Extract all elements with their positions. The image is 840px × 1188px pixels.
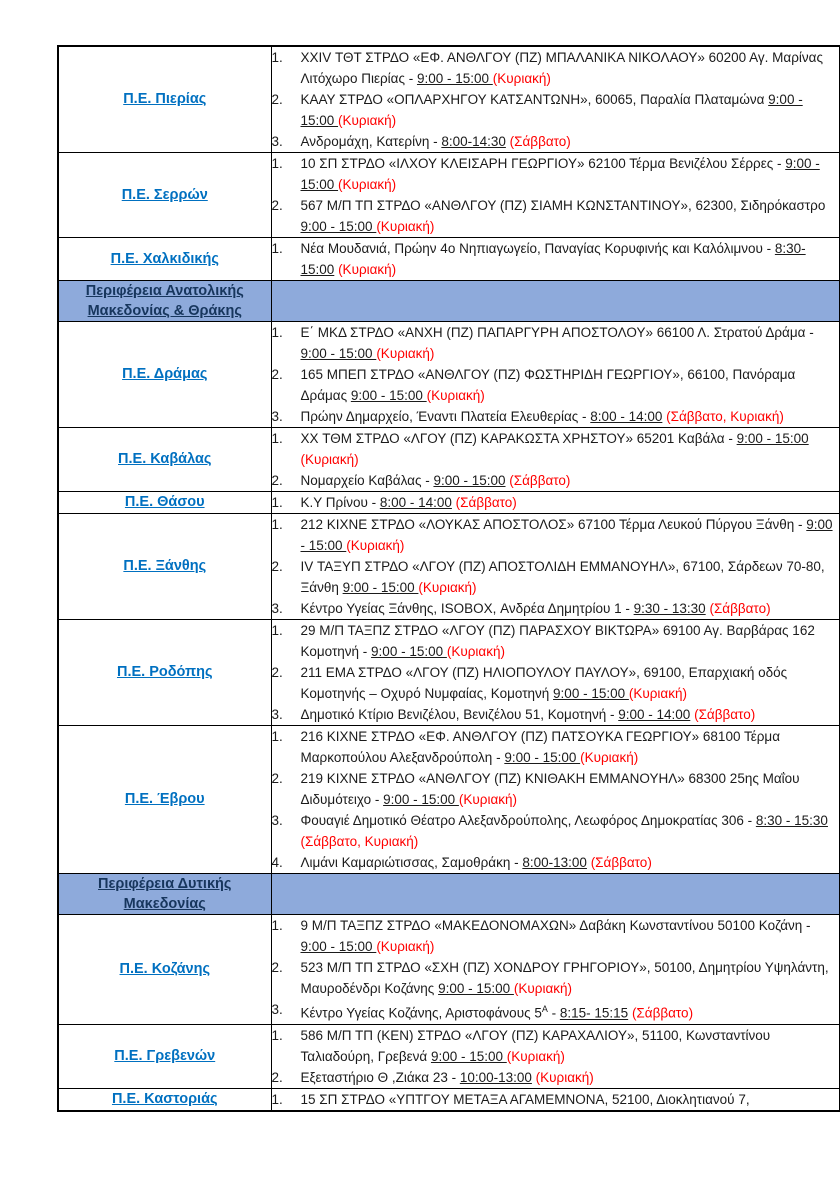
- location-text: 212 ΚΙΧΝΕ ΣΤΡΔΟ «ΛΟΥΚΑΣ ΑΠΟΣΤΟΛΟΣ» 67100 Τέρμα Λευκού Πύργου Ξάνθη -: [300, 517, 807, 532]
- table-row: [58, 514, 840, 620]
- location-item: [272, 1067, 840, 1088]
- item-text: [301, 957, 840, 999]
- locations-cell: [271, 492, 840, 514]
- table-row: [58, 428, 840, 492]
- item-text: [301, 47, 840, 89]
- time-range: 9:00 - 15:00: [300, 92, 803, 128]
- day-label: (Σάββατο, Κυριακή): [300, 834, 419, 849]
- location-text: 219 ΚΙΧΝΕ ΣΤΡΔΟ «ΑΝΘΛΓΟΥ (ΠΖ) ΚΝΙΘΑΚΗ ΕΜΜΑΝΟΥΗΛ» 68300 25ης Μαΐου Διδυμότειχο -: [300, 771, 800, 807]
- time-range: 8:00 - 14:00: [590, 409, 663, 424]
- day-label: (Κυριακή): [376, 939, 435, 954]
- time-range: 9:00 - 15:00: [416, 71, 493, 86]
- day-label: (Κυριακή): [338, 262, 397, 277]
- section-header-empty-cell: [271, 281, 840, 322]
- location-item: [272, 1025, 840, 1067]
- location-item: [272, 852, 840, 873]
- item-number: 2.: [271, 198, 283, 213]
- location-item: [272, 957, 840, 999]
- location-item: [272, 768, 840, 810]
- location-item: [272, 195, 840, 237]
- section-header-row: [58, 281, 840, 322]
- locations-cell: [271, 1088, 840, 1111]
- location-text: 523 Μ/Π ΤΠ ΣΤΡΔΟ «ΣΧΗ (ΠΖ) ΧΟΝΔΡΟΥ ΓΡΗΓΟΡΙΟΥ», 50100, Δημητρίου Υψηλάντη, Μαυροδένδρι Κοζάνης: [300, 960, 829, 996]
- table-row: [58, 46, 840, 153]
- location-item: [272, 598, 840, 619]
- location-item: [272, 556, 840, 598]
- region-link[interactable]: Π.Ε. Ροδόπης: [116, 664, 213, 680]
- location-item: [272, 406, 840, 427]
- time-range: 8:00 - 14:00: [379, 495, 452, 510]
- day-label: (Κυριακή): [418, 580, 477, 595]
- section-header-cell: [58, 281, 271, 322]
- day-label: (Σάββατο): [455, 495, 517, 510]
- day-label: (Κυριακή): [300, 452, 359, 467]
- location-item: [272, 364, 840, 406]
- locations-cell: [271, 238, 840, 281]
- item-text: [301, 1067, 840, 1088]
- item-text: [301, 852, 840, 873]
- locations-cell: [271, 620, 840, 726]
- item-text: [301, 514, 840, 556]
- location-item: [272, 1089, 840, 1110]
- item-number: 2.: [271, 960, 283, 975]
- location-text: Κ.Υ Πρίνου -: [300, 495, 380, 510]
- item-text: [301, 238, 840, 280]
- locations-cell: [271, 153, 840, 238]
- item-text: [301, 492, 840, 513]
- region-cell: [58, 492, 271, 514]
- day-label: (Κυριακή): [506, 1048, 565, 1064]
- location-text: Κέντρο Υγείας Ξάνθης, ISOBOX, Ανδρέα Δημητρίου 1 -: [300, 601, 634, 616]
- item-number: 3.: [271, 813, 283, 828]
- day-label: (Κυριακή): [338, 113, 397, 128]
- time-range: 8:30-15:00: [300, 241, 806, 277]
- time-range: 9:00 - 15:00: [504, 750, 581, 765]
- item-number: 3.: [271, 707, 283, 722]
- item-number: 3.: [271, 409, 283, 424]
- region-cell: [58, 46, 271, 153]
- day-label: (Κυριακή): [376, 346, 435, 361]
- location-item: [272, 915, 840, 957]
- item-text: [301, 999, 840, 1024]
- time-range: 10:00-13:00: [459, 1069, 532, 1085]
- item-text: [301, 153, 840, 195]
- time-range: 9:00 - 15:00: [350, 388, 427, 403]
- location-text: Νομαρχείο Καβάλας -: [300, 473, 434, 488]
- day-label: (Κυριακή): [446, 644, 505, 659]
- time-range: 9:00 - 15:00: [383, 792, 459, 807]
- item-number: 2.: [271, 473, 283, 488]
- location-text: 165 ΜΠΕΠ ΣΤΡΔΟ «ΑΝΘΛΓΟΥ (ΠΖ) ΦΩΣΤΗΡΙΔΗ ΓΕΩΡΓΙΟΥ», 66100, Πανόραμα Δράμας: [300, 367, 796, 403]
- item-text: [301, 364, 840, 406]
- time-range: 9:00 - 15:00: [300, 517, 833, 553]
- location-item: [272, 470, 840, 491]
- location-item: [272, 726, 840, 768]
- time-range: 9:00 - 15:00: [300, 219, 377, 234]
- table-row: [58, 915, 840, 1025]
- item-number: 1.: [271, 325, 283, 340]
- region-link[interactable]: Π.Ε. Έβρου: [124, 791, 205, 807]
- item-text: [301, 322, 840, 364]
- location-text: Πρώην Δημαρχείο, Έναντι Πλατεία Ελευθερίας -: [300, 409, 591, 424]
- time-range: 9:00 - 15:00: [430, 1048, 507, 1064]
- locations-cell: [271, 322, 840, 428]
- region-cell: [58, 915, 271, 1025]
- location-text: Εξεταστήριο Θ ,Ζιάκα 23 -: [300, 1069, 460, 1085]
- location-item: [272, 153, 840, 195]
- location-text: 216 ΚΙΧΝΕ ΣΤΡΔΟ «ΕΦ. ΑΝΘΛΓΟΥ (ΠΖ) ΠΑΤΣΟΥΚΑ ΓΕΩΡΓΙΟΥ» 68100 Τέρμα Μαρκοπούλου Αλεξανδρούπολη -: [300, 729, 781, 765]
- item-text: [301, 915, 840, 957]
- day-label: (Κυριακή): [346, 538, 405, 553]
- item-number: 1.: [271, 1091, 283, 1107]
- time-range: 9:00 - 15:00: [300, 939, 377, 954]
- day-label: (Κυριακή): [338, 177, 397, 192]
- item-number: 1.: [271, 729, 283, 744]
- section-header-label: Περιφέρεια Ανατολικής Μακεδονίας & Θράκης: [85, 283, 244, 319]
- item-number: 2.: [271, 771, 283, 786]
- time-range: 9:00 - 15:00: [342, 580, 419, 595]
- region-cell: [58, 1088, 271, 1111]
- table-row: [58, 492, 840, 514]
- location-text: Φουαγιέ Δημοτικό Θέατρο Αλεξανδρούπολης, Λεωφόρος Δημοκρατίας 306 -: [300, 813, 756, 828]
- location-item: [272, 238, 840, 280]
- location-item: [272, 89, 840, 131]
- item-text: [301, 195, 840, 237]
- region-link[interactable]: Π.Ε. Καστοριάς: [111, 1090, 218, 1107]
- region-cell: [58, 322, 271, 428]
- item-text: [301, 704, 840, 725]
- location-text: 29 Μ/Π ΤΑΞΠΖ ΣΤΡΔΟ «ΛΓΟΥ (ΠΖ) ΠΑΡΑΣΧΟΥ ΒΙΚΤΩΡΑ» 69100 Αγ. Βαρβάρας 162 Κομοτηνή -: [300, 623, 815, 659]
- locations-cell: [271, 514, 840, 620]
- table-row: [58, 620, 840, 726]
- location-text: XX ΤΘΜ ΣΤΡΔΟ «ΛΓΟΥ (ΠΖ) ΚΑΡΑΚΩΣΤΑ ΧΡΗΣΤΟΥ» 65201 Καβάλα -: [300, 431, 737, 446]
- item-text: [301, 428, 840, 470]
- item-number: 1.: [271, 431, 283, 446]
- location-text: Ε΄ ΜΚΔ ΣΤΡΔΟ «ΑΝΧΗ (ΠΖ) ΠΑΠΑΡΓΥΡΗ ΑΠΟΣΤΟΛΟΥ» 66100 Λ. Στρατού Δράμα -: [300, 325, 814, 340]
- day-label: (Σάββατο): [509, 473, 571, 488]
- region-link[interactable]: Π.Ε. Κοζάνης: [119, 960, 210, 977]
- location-text: 9 Μ/Π ΤΑΞΠΖ ΣΤΡΔΟ «ΜΑΚΕΔΟΝΟΜΑΧΩΝ» Δαβάκη Κωνσταντίνου 50100 Κοζάνη -: [300, 918, 811, 933]
- time-range: 9:00 - 15:00: [553, 686, 629, 701]
- item-text: [301, 1089, 840, 1110]
- item-number: 1.: [271, 918, 283, 933]
- item-number: 4.: [271, 855, 283, 870]
- day-label: (Σάββατο, Κυριακή): [666, 409, 784, 424]
- item-number: 2.: [271, 665, 283, 680]
- table-row: [58, 322, 840, 428]
- day-label: (Σάββατο): [631, 1005, 694, 1021]
- day-label: (Κυριακή): [376, 219, 435, 234]
- item-number: 2.: [271, 367, 283, 382]
- region-cell: [58, 514, 271, 620]
- item-number: 1.: [271, 517, 283, 532]
- location-item: [272, 704, 840, 725]
- location-text: Νέα Μουδανιά, Πρώην 4ο Νηπιαγωγείο, Παναγίας Κορυφινής και Καλόλιμνου -: [300, 241, 775, 256]
- time-range: 9:00 - 15:00: [433, 473, 506, 488]
- location-text: Κέντρο Υγείας Κοζάνης, Αριστοφάνους 5: [300, 1005, 542, 1021]
- region-link[interactable]: Π.Ε. Ξάνθης: [123, 558, 207, 574]
- table-row: [58, 1088, 840, 1111]
- location-item: [272, 428, 840, 470]
- section-header-cell: [58, 874, 271, 915]
- table-row: [58, 153, 840, 238]
- item-text: [301, 810, 840, 852]
- region-cell: [58, 238, 271, 281]
- location-text: 586 Μ/Π ΤΠ (ΚΕΝ) ΣΤΡΔΟ «ΛΓΟΥ (ΠΖ) ΚΑΡΑΧΑΛΙΟΥ», 51100, Κωνσταντίνου Ταλιαδούρη, Γρεβενά: [300, 1027, 771, 1064]
- time-range: 9:00 - 14:00: [618, 707, 691, 722]
- item-text: [301, 662, 840, 704]
- time-range: 8:15- 15:15: [559, 1005, 629, 1021]
- time-range: 9:30 - 13:30: [633, 601, 706, 616]
- item-text: [301, 89, 840, 131]
- location-item: [272, 492, 840, 513]
- location-item: [272, 322, 840, 364]
- item-number: 2.: [271, 559, 283, 574]
- day-label: (Κυριακή): [513, 981, 573, 996]
- item-text: [301, 131, 840, 152]
- region-cell: [58, 1024, 271, 1088]
- item-number: 2.: [271, 92, 283, 107]
- item-text: [301, 406, 840, 427]
- day-label: (Σάββατο): [590, 855, 652, 870]
- day-label: (Κυριακή): [458, 792, 518, 807]
- location-text: Ανδρομάχη, Κατερίνη -: [300, 134, 442, 149]
- item-number: 1.: [271, 495, 283, 510]
- region-link[interactable]: Π.Ε. Δράμας: [122, 366, 208, 382]
- region-cell: [58, 726, 271, 874]
- time-range: 8:30 - 15:30: [755, 813, 828, 828]
- region-link[interactable]: Π.Ε. Σερρών: [121, 186, 208, 203]
- item-number: 3.: [271, 601, 283, 616]
- item-text: [301, 620, 840, 662]
- location-text: XXIV ΤΘΤ ΣΤΡΔΟ «ΕΦ. ΑΝΘΛΓΟΥ (ΠΖ) ΜΠΑΛΑΝΙΚΑ ΝΙΚΟΛΑΟΥ» 60200 Αγ. Μαρίνας Λιτόχωρο Πιερίας -: [300, 50, 823, 86]
- location-text: -: [547, 1005, 560, 1021]
- locations-cell: [271, 1024, 840, 1088]
- location-text: 10 ΣΠ ΣΤΡΔΟ «ΙΛΧΟΥ ΚΛΕΙΣΑΡΗ ΓΕΩΡΓΙΟΥ» 62100 Τέρμα Βενιζέλου Σέρρες -: [300, 156, 786, 171]
- location-text: Α: [541, 1004, 548, 1014]
- region-cell: [58, 620, 271, 726]
- locations-cell: [271, 726, 840, 874]
- region-link[interactable]: Π.Ε. Χαλκιδικής: [110, 250, 219, 267]
- region-link[interactable]: Π.Ε. Πιερίας: [123, 91, 207, 107]
- time-range: 9:00 - 15:00: [371, 644, 447, 659]
- item-number: 2.: [271, 1069, 283, 1085]
- item-text: [301, 768, 840, 810]
- day-label: (Σάββατο): [694, 707, 756, 722]
- table-body: [58, 46, 840, 1111]
- location-item: [272, 514, 840, 556]
- region-cell: [58, 428, 271, 492]
- time-range: 8:00-14:30: [441, 134, 506, 149]
- day-label: (Κυριακή): [580, 750, 639, 765]
- location-item: [272, 662, 840, 704]
- location-text: IV ΤΑΞΥΠ ΣΤΡΔΟ «ΛΓΟΥ (ΠΖ) ΑΠΟΣΤΟΛΙΔΗ ΕΜΜΑΝΟΥΗΛ», 67100, Σάρδεων 70-80, Ξάνθη: [300, 559, 825, 595]
- section-header-empty-cell: [271, 874, 840, 915]
- day-label: (Κυριακή): [535, 1069, 594, 1085]
- region-link[interactable]: Π.Ε. Γρεβενών: [114, 1047, 216, 1064]
- item-text: [301, 598, 840, 619]
- item-number: 3.: [271, 1002, 283, 1017]
- location-text: 15 ΣΠ ΣΤΡΔΟ «ΥΠΤΓΟΥ ΜΕΤΑΞΑ ΑΓΑΜΕΜΝΟΝΑ, 52100, Διοκλητιανού 7,: [300, 1091, 750, 1107]
- section-header-label: Περιφέρεια Δυτικής Μακεδονίας: [98, 876, 232, 912]
- table-row: [58, 238, 840, 281]
- time-range: 9:00 - 15:00: [736, 431, 809, 446]
- donation-locations-table: [57, 45, 840, 1112]
- location-text: Λιμάνι Καμαριώτισσας, Σαμοθράκη -: [300, 855, 523, 870]
- day-label: (Κυριακή): [492, 71, 551, 86]
- day-label: (Κυριακή): [628, 686, 687, 701]
- day-label: (Σάββατο): [709, 601, 771, 616]
- location-item: [272, 620, 840, 662]
- location-text: ΚΑΑΥ ΣΤΡΔΟ «ΟΠΛΑΡΧΗΓΟΥ ΚΑΤΣΑΝΤΩΝΗ», 60065, Παραλία Πλαταμώνα: [300, 92, 769, 107]
- item-number: 1.: [271, 156, 283, 171]
- item-number: 1.: [271, 50, 283, 65]
- day-label: (Κυριακή): [426, 388, 485, 403]
- item-text: [301, 726, 840, 768]
- region-cell: [58, 153, 271, 238]
- locations-cell: [271, 915, 840, 1025]
- location-item: [272, 131, 840, 152]
- time-range: 9:00 - 15:00: [300, 346, 377, 361]
- time-range: 9:00 - 15:00: [438, 981, 514, 996]
- location-text: Δημοτικό Κτίριο Βενιζέλου, Βενιζέλου 51, Κομοτηνή -: [300, 707, 619, 722]
- region-link[interactable]: Π.Ε. Θάσου: [124, 494, 205, 510]
- time-range: 8:00-13:00: [522, 855, 587, 870]
- region-link[interactable]: Π.Ε. Καβάλας: [118, 451, 212, 467]
- section-header-row: [58, 874, 840, 915]
- table-row: [58, 1024, 840, 1088]
- item-number: 1.: [271, 623, 283, 638]
- locations-cell: [271, 428, 840, 492]
- location-item: [272, 47, 840, 89]
- location-item: [272, 999, 840, 1024]
- item-number: 1.: [271, 241, 283, 256]
- item-text: [301, 556, 840, 598]
- item-number: 1.: [271, 1027, 283, 1043]
- time-range: 9:00 - 15:00: [300, 156, 820, 192]
- locations-cell: [271, 46, 840, 153]
- table-row: [58, 726, 840, 874]
- day-label: (Σάββατο): [509, 134, 571, 149]
- item-text: [301, 470, 840, 491]
- location-text: 211 ΕΜΑ ΣΤΡΔΟ «ΛΓΟΥ (ΠΖ) ΗΛΙΟΠΟΥΛΟΥ ΠΑΥΛΟΥ», 69100, Επαρχιακή οδός Κομοτηνής – Οχυρό Νυμφαίας, Κομοτηνή: [300, 665, 788, 701]
- item-number: 3.: [271, 134, 283, 149]
- location-text: 567 Μ/Π ΤΠ ΣΤΡΔΟ «ΑΝΘΛΓΟΥ (ΠΖ) ΣΙΑΜΗ ΚΩΝΣΤΑΝΤΙΝΟΥ», 62300, Σιδηρόκαστρο: [300, 198, 826, 213]
- item-text: [301, 1025, 840, 1067]
- location-item: [272, 810, 840, 852]
